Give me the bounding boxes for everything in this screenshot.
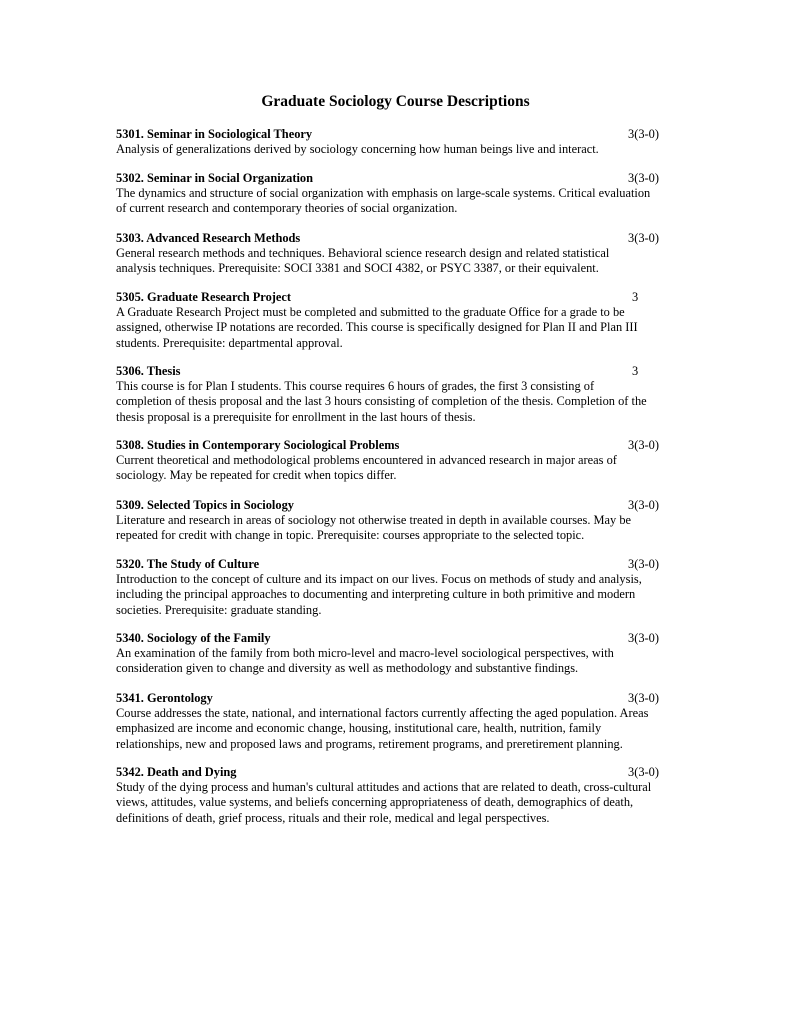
course-entry <box>116 290 678 351</box>
course-entry <box>116 231 678 277</box>
course-title: 5342. Death and Dying <box>116 765 237 779</box>
page-title: Graduate Sociology Course Descriptions <box>261 93 530 110</box>
course-title: 5305. Graduate Research Project <box>116 290 292 304</box>
course-title: 5341. Gerontology <box>116 691 213 705</box>
course-credits: 3 <box>632 364 639 378</box>
course-description-line: relationships, new and proposed laws and programs, retirement programs, and preretirement planning. <box>116 736 623 751</box>
course-entry <box>116 765 678 826</box>
course-entry <box>116 438 678 484</box>
course-description-line: Analysis of generalizations derived by sociology concerning how human beings live and interact. <box>116 142 599 157</box>
course-credits: 3(3-0) <box>628 171 659 185</box>
course-credits: 3 <box>632 290 639 304</box>
course-credits: 3(3-0) <box>628 557 659 571</box>
course-heading <box>116 171 678 186</box>
course-title: 5303. Advanced Research Methods <box>116 231 301 245</box>
course-description-line: sociology. May be repeated for credit when topics differ. <box>116 468 397 483</box>
course-title: 5306. Thesis <box>116 364 181 378</box>
course-heading <box>116 231 678 246</box>
course-heading <box>116 290 678 305</box>
course-description-line: Current theoretical and methodological problems encountered in advanced research in major areas of <box>116 453 617 468</box>
course-entry <box>116 557 678 618</box>
course-heading <box>116 691 678 706</box>
course-description-line: The dynamics and structure of social organization with emphasis on large-scale systems. Critical evaluation <box>116 186 651 201</box>
course-title: 5308. Studies in Contemporary Sociological Problems <box>116 438 400 452</box>
course-credits: 3(3-0) <box>628 631 659 645</box>
course-title: 5301. Seminar in Sociological Theory <box>116 127 313 141</box>
course-title: 5320. The Study of Culture <box>116 557 260 571</box>
course-entry <box>116 171 678 217</box>
course-heading <box>116 557 678 572</box>
course-heading <box>116 631 678 646</box>
course-credits: 3(3-0) <box>628 438 659 452</box>
course-description-line: This course is for Plan I students. This course requires 6 hours of grades, the first 3 consisting of <box>116 379 595 394</box>
course-description-line: An examination of the family from both micro-level and macro-level sociological perspectives, with <box>116 646 614 661</box>
course-description-line: of current research and contemporary theories of social organization. <box>116 201 458 216</box>
course-description-line: Course addresses the state, national, and international factors currently affecting the aged population. Areas <box>116 706 649 721</box>
course-entry <box>116 691 678 752</box>
course-description-line: completion of thesis proposal and the last 3 hours consisting of completion of the thesis. Completion of the <box>116 394 647 409</box>
course-credits: 3(3-0) <box>628 231 659 245</box>
course-description-line: repeated for credit with change in topic. Prerequisite: courses appropriate to the selected topic. <box>116 528 585 543</box>
course-description-line: Literature and research in areas of sociology not otherwise treated in depth in available courses. May be <box>116 513 632 528</box>
course-description-line: definitions of death, grief process, rituals and their role, medical and legal perspectives. <box>116 810 550 825</box>
course-description-line: A Graduate Research Project must be completed and submitted to the graduate Office for a grade to be <box>116 305 625 320</box>
course-credits: 3(3-0) <box>628 765 659 779</box>
course-description-line: Study of the dying process and human's cultural attitudes and actions that are related to death, cross-cultural <box>116 780 652 795</box>
course-description-line: thesis proposal is a prerequisite for enrollment in the last hours of thesis. <box>116 409 476 424</box>
course-description-line: analysis techniques. Prerequisite: SOCI 3381 and SOCI 4382, or PSYC 3387, or their equivalent. <box>116 261 599 276</box>
course-heading <box>116 438 678 453</box>
course-description-line: societies. Prerequisite: graduate standing. <box>116 602 322 617</box>
course-credits: 3(3-0) <box>628 127 659 141</box>
course-description-line: consideration given to change and diversity as well as methodology and substantive findings. <box>116 661 579 676</box>
course-credits: 3(3-0) <box>628 691 659 705</box>
course-description-line: assigned, otherwise IP notations are recorded. This course is specifically designed for Plan II and Plan III <box>116 320 638 335</box>
course-description-line: General research methods and techniques. Behavioral science research design and related statistical <box>116 246 610 261</box>
course-heading <box>116 765 678 780</box>
course-entry <box>116 631 678 677</box>
course-title: 5302. Seminar in Social Organization <box>116 171 313 185</box>
course-title: 5340. Sociology of the Family <box>116 631 271 645</box>
course-entry <box>116 364 678 425</box>
course-description-line: including the principal approaches to documenting and interpreting culture in both primitive and modern <box>116 587 636 602</box>
course-description-line: emphasized are income and economic change, housing, institutional care, health, nutrition, family <box>116 721 602 736</box>
course-description-line: students. Prerequisite: departmental approval. <box>116 335 343 350</box>
course-heading <box>116 498 678 513</box>
course-description-line: views, attitudes, value systems, and beliefs concerning appropriateness of death, demographics of death, <box>116 795 634 810</box>
course-description-line: Introduction to the concept of culture and its impact on our lives. Focus on methods of study and analysis, <box>116 572 642 587</box>
course-entry <box>116 127 678 157</box>
course-title: 5309. Selected Topics in Sociology <box>116 498 294 512</box>
course-entry <box>116 498 678 544</box>
course-heading <box>116 127 678 142</box>
course-heading <box>116 364 678 379</box>
course-credits: 3(3-0) <box>628 498 659 512</box>
